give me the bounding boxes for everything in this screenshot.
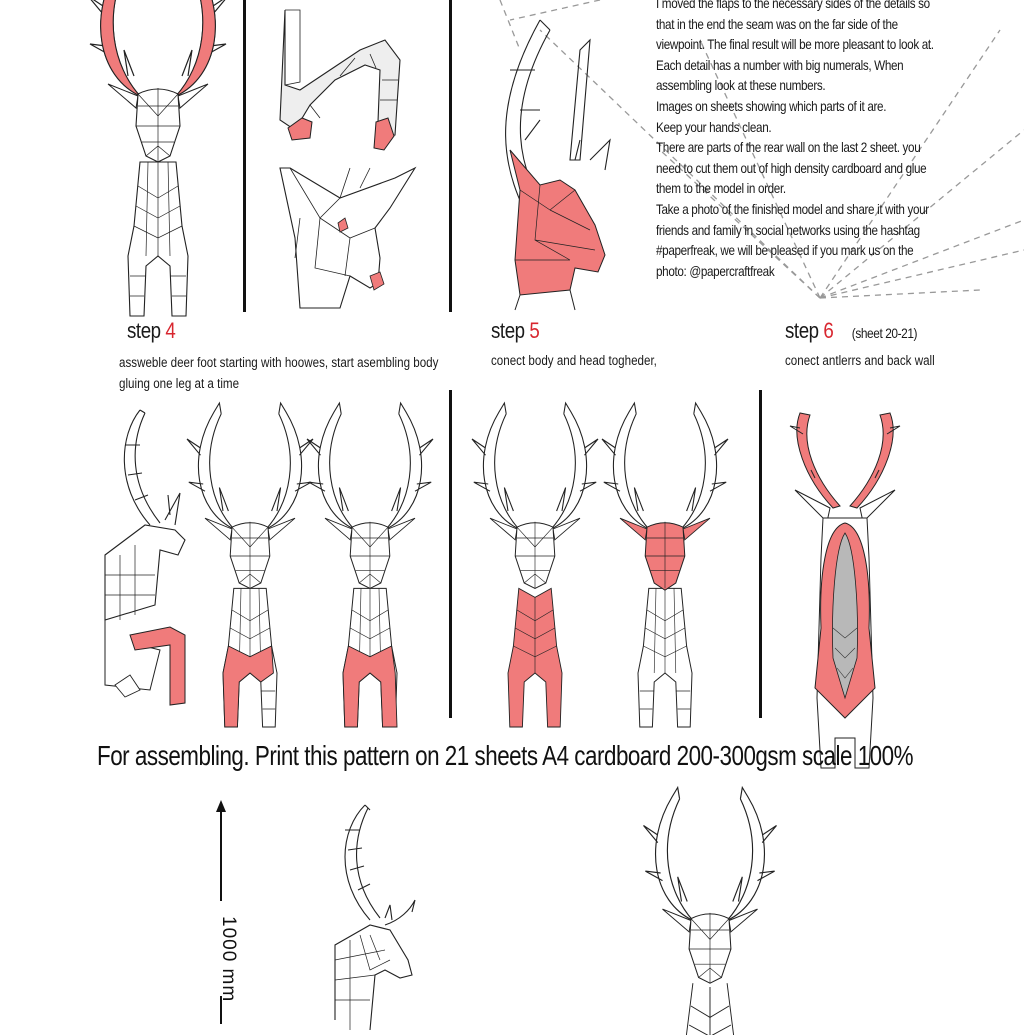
step-word: step	[491, 318, 525, 343]
step-6-description	[785, 350, 935, 371]
step-word: step	[127, 318, 161, 343]
deer-side-head-highlighted	[480, 10, 650, 310]
step-5	[491, 318, 548, 344]
note-line: Keep your hands clean.	[656, 119, 772, 135]
deer-front-antlers-highlighted	[88, 10, 228, 310]
step-4-heading	[127, 318, 175, 344]
step-6	[785, 318, 940, 344]
note-line: that in the end the seam was on the far side of the	[656, 16, 898, 32]
deer-front-body-highlighted	[480, 408, 590, 718]
note-line: I moved the flaps to the necessary sides of the details so	[656, 0, 930, 11]
scale-indicator	[205, 796, 245, 1024]
note-line: friends and family in social networks using the hashtag	[656, 222, 920, 238]
deer-front-full-scale	[630, 805, 790, 1035]
step-desc-line: assweble deer foot starting with hoowes, start asembling body	[119, 355, 439, 370]
note-line: Images on sheets showing which parts of it are.	[656, 98, 887, 114]
divider-middle-left	[449, 390, 452, 718]
note-line: photo: @papercraftfreak	[656, 263, 775, 279]
note-line: Take a photo of the finished model and share it with your	[656, 201, 929, 217]
step-number: 4	[165, 318, 176, 343]
step-sheet-range: (sheet 20-21)	[851, 325, 918, 341]
step-4-description	[119, 352, 438, 394]
deer-front-head-highlighted	[610, 408, 720, 718]
deer-head-eye-nose-highlighted	[280, 158, 430, 308]
deer-side-full-scale	[330, 800, 450, 1030]
scale-label: 1000 mm	[218, 916, 239, 1003]
divider-middle-right	[759, 390, 762, 718]
deer-back-wall-antlers-highlighted	[785, 408, 905, 718]
step-4	[127, 318, 184, 344]
note-line: viewpoint. The final result will be more pleasant to look at.	[656, 37, 934, 53]
note-line: them to the model in order.	[656, 181, 786, 197]
step-word: step	[785, 318, 819, 343]
step-desc-line: conect body and head togheder,	[491, 353, 657, 368]
note-line: Each detail has a number with big numerals, When	[656, 57, 904, 73]
note-line: There are parts of the rear wall on the last 2 sheet. you	[656, 140, 921, 156]
step-number: 6	[823, 318, 834, 343]
step-number: 5	[529, 318, 540, 343]
step-desc-line: conect antlerrs and back wall	[785, 353, 935, 368]
deer-front-legs-highlighted-1	[195, 408, 305, 718]
step-5-description	[491, 350, 657, 371]
note-line: need to cut them out of high density cardboard and glue	[656, 160, 927, 176]
step-6-heading	[785, 318, 917, 344]
step-desc-line: gluing one leg at a time	[119, 376, 240, 391]
note-line: #paperfreak, we will be pleased if you mark us on the	[656, 243, 914, 259]
note-line: assembling look at these numbers.	[656, 78, 826, 94]
step-5-heading	[491, 318, 539, 344]
deer-side-leg-highlighted	[100, 405, 210, 715]
page-title: For assembling. Print this pattern on 21 sheets A4 cardboard 200-300gsm scale 100%	[97, 740, 914, 771]
deer-leg-hooves-highlighted	[280, 10, 430, 150]
deer-front-legs-highlighted-2	[315, 408, 425, 718]
instructions-notes	[656, 0, 966, 282]
